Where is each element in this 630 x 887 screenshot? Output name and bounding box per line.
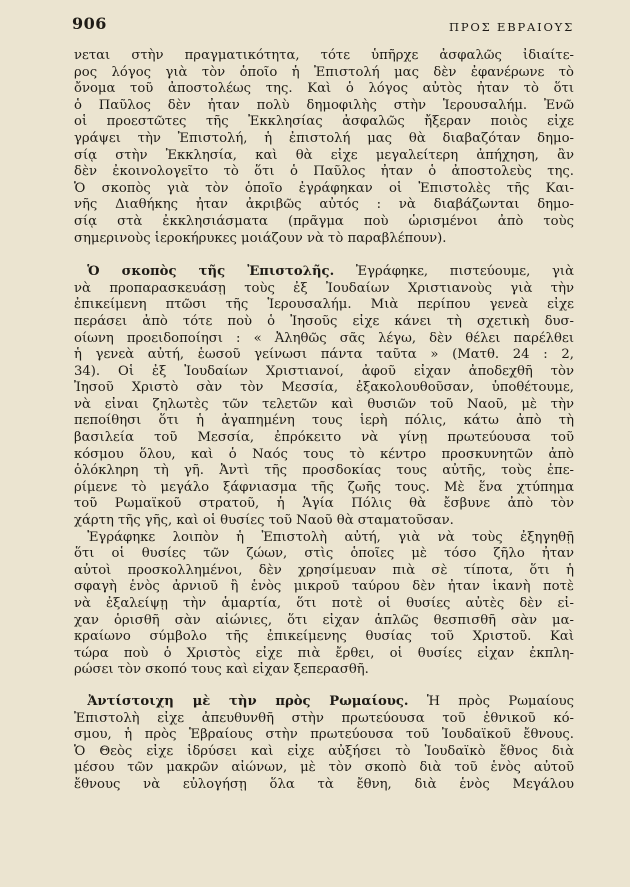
text-line: οἱ προεστῶτες τῆς Ἐκκλησίας ἀσφαλῶς ἤξεραν ποιὸς εἶχε — [74, 114, 574, 130]
text-line: σημερινοὺς ἱεροκήρυκες μοιάζουν νὰ τὸ παραβλέπουν). — [74, 230, 447, 246]
text-line: νῆς Διαθήκης ἦταν ἀκριβῶς αὐτός : νὰ διαβάζωνται δημο- — [74, 197, 574, 213]
text-line: ἐπικείμενη πτῶσι τῆς Ἱερουσαλήμ. Μιὰ περίπου γενεὰ εἶχε — [74, 297, 574, 313]
text-line: 34). Οἱ ἐξ Ἰουδαίων Χριστιανοί, ἀφοῦ εἶχαν ἀποδεχθῆ τὸν — [74, 363, 574, 379]
text-line: νὰ ἐξαλείψῃ τὴν ἁμαρτία, ὅτι ποτὲ οἱ θυσίες αὐτὲς δὲν εἶ- — [74, 596, 574, 611]
text-line: νὰ προπαρασκευάσῃ τοὺς ἐξ Ἰουδαίων Χριστιανοὺς γιὰ τὴν — [74, 280, 574, 296]
text-line: πεποίθησι ὅτι ἡ ἀγαπημένη τους ἱερὴ πόλις, κάτω ἀπὸ τὴ — [74, 413, 574, 429]
text-line: χάρτη τῆς γῆς, καὶ οἱ θυσίες τοῦ Ναοῦ θὰ σταματοῦσαν. — [74, 513, 454, 529]
text-line: Ὁ σκοπὸς γιὰ τὸν ὁποῖο ἐγράφηκαν οἱ Ἐπιστολὲς τῆς Και- — [74, 180, 574, 196]
text-line: αὐτοὶ προσκολλημένοι, δὲν χρησίμευαν πιὰ σὲ τίποτα, ὅτι ἡ — [74, 562, 574, 578]
text-line: τοῦ Ρωμαϊκοῦ στρατοῦ, ἡ Ἁγία Πόλις θὰ ἔσβυνε ἀπὸ τὸν — [74, 496, 574, 512]
text-line — [74, 264, 574, 281]
text-line: δὲν ἐκοινολογεῖτο τὸ ὅτι ὁ Παῦλος ἦταν ὁ ἀποστολεὺς της. — [74, 164, 574, 180]
paragraph-continuation — [74, 48, 574, 247]
text-line — [74, 694, 574, 711]
text-line: Ἰησοῦ Χριστὸ σὰν τὸν Μεσσία, ἐξακολουθοῦσαν, ὑποθέτουμε, — [74, 380, 574, 396]
text-line: οίωνη προειδοποίησι : « Ἀληθῶς σᾶς λέγω, δὲν θέλει παρέλθει — [74, 330, 574, 346]
page-number: 906 — [72, 14, 107, 33]
text-line: περάσει ἀπὸ τότε ποὺ ὁ Ἰησοῦς εἶχε κάνει τὴ σχετικὴ δυσ- — [74, 313, 574, 329]
text-line: κόσμου ὅλου, καὶ ὁ Ναός τους τὸ κέντρο προσκυνητῶν ἀπὸ — [74, 446, 574, 462]
text-line: ἔθνους νὰ εὐλογήσῃ ὅλα τὰ ἔθνη, διὰ ἑνὸς Μεγάλου — [74, 776, 574, 792]
text-line: ρίμενε τὸ μεγάλο ξάφνιασμα τῆς ζωῆς τους. Μὲ ἕνα χτύπημα — [74, 479, 574, 495]
running-head: ΠΡΟΣ ΕΒΡΑΙΟΥΣ — [449, 20, 574, 34]
text-line: νὰ εἶναι ζηλωτὲς τῶν τελετῶν καὶ θυσιῶν τοῦ Ναοῦ, μὲ τὴν — [74, 396, 574, 412]
section-heading-purpose: Ὁ σκοπὸς τῆς Ἐπιστολῆς. — [87, 264, 335, 280]
text-line: ὅτι οἱ θυσίες τῶν ζώων, στὶς ὁποῖες μὲ τόσο ζῆλο ἦταν — [74, 546, 574, 562]
text-run: Ἡ πρὸς Ρωμαίους — [426, 693, 574, 709]
text-line: ὁλόκληρη τὴ γῆ. Ἀντὶ τῆς προσδοκίας τους αὐτῆς, τοὺς ἐπε- — [74, 463, 574, 479]
page-body — [74, 48, 574, 794]
text-line: τώρα ποὺ ὁ Χριστὸς εἶχε πιὰ ἔρθει, οἱ θυσίες εἶχαν ἐκπλη- — [74, 645, 574, 661]
paragraph-explanation — [74, 530, 574, 679]
text-line: ἡ γενεὰ αὐτή, ἑωσοῦ γείνωσι πάντα ταῦτα » (Ματθ. 24 : 2, — [74, 347, 574, 363]
text-line: ὄνομα τοῦ ἀποστολέως της. Καὶ ὁ λόγος αὐτὸς ἦταν τὸ ὅτι — [74, 81, 574, 97]
text-line — [74, 530, 574, 547]
text-line: μέσου τῶν μακρῶν αἰώνων, μὲ τὸν σκοπὸ διὰ τοῦ ἑνὸς αὐτοῦ — [74, 760, 574, 776]
paragraph-purpose — [74, 264, 574, 530]
paragraph-romans — [74, 694, 574, 794]
text-line: σίᾳ στὴν Ἐκκλησία, καὶ θὰ εἶχε μεγαλείτερη ἀπήχηση, ἂν — [74, 147, 574, 163]
text-line: ρώσει τὸν σκοπό τους καὶ εἶχαν ξεπερασθῆ. — [74, 662, 369, 678]
text-line: Ὁ Θεὸς εἶχε ἱδρύσει καὶ εἶχε αὐξήσει τὸ Ἰουδαϊκὸ ἔθνος διὰ — [74, 743, 574, 759]
text-line: νεται στὴν πραγματικότητα, τότε ὑπῆρχε ἀσφαλῶς ἰδιαίτε- — [74, 48, 574, 63]
text-line: σίᾳ στὰ ἐκκλησιάσματα (πρᾶγμα ποὺ ὡρισμένοι ἀπὸ τοὺς — [74, 213, 574, 229]
text-line: σφαγὴ ἑνὸς ἀρνιοῦ ἢ ἑνὸς μικροῦ ταύρου δὲν ἦταν ἱκανὴ ποτὲ — [74, 579, 574, 595]
text-run: Ἐγράφηκε λοιπὸν ἡ Ἐπιστολὴ αὐτή, γιὰ νὰ τοὺς ἐξηγηθῇ — [87, 529, 574, 545]
text-line: σμου, ἡ πρὸς Ἑβραίους στὴν πρωτεύουσα τοῦ Ἰουδαϊκοῦ ἔθνους. — [74, 727, 574, 743]
text-line: κραίωνο σύμβολο τῆς ἐπικείμενης θυσίας τοῦ Χριστοῦ. Καὶ — [74, 629, 574, 645]
text-line: βασιλεία τοῦ Μεσσία, ἐπρόκειτο νὰ γίνῃ πρωτεύουσα τοῦ — [74, 430, 574, 446]
text-line: ὁ Παῦλος δὲν ἦταν πολὺ δημοφιλὴς στὴν Ἱερουσαλήμ. Ἐνῶ — [74, 97, 574, 113]
text-line: ρος λόγος γιὰ τὸν ὁποῖο ἡ Ἐπιστολή μας δὲν ἐφανέρωνε τὸ — [74, 64, 574, 80]
text-line: γράψει τὴν Ἐπιστολή, ἡ ἐπιστολή μας θὰ διαβαζόταν δημο- — [74, 130, 574, 146]
section-heading-romans: Ἀντίστοιχη μὲ τὴν πρὸς Ρωμαίους. — [87, 693, 409, 709]
text-line: χαν ὁρισθῆ σὰν αἰώνιες, ὅτι εἶχαν ἁπλῶς θεσπισθῆ σὰν μα- — [74, 612, 574, 628]
text-line: Ἐπιστολὴ εἶχε ἀπευθυνθῆ στὴν πρωτεύουσα τοῦ ἐθνικοῦ κό- — [74, 710, 574, 726]
text-run: Ἐγράφηκε, πιστεύουμε, γιὰ — [355, 264, 574, 280]
